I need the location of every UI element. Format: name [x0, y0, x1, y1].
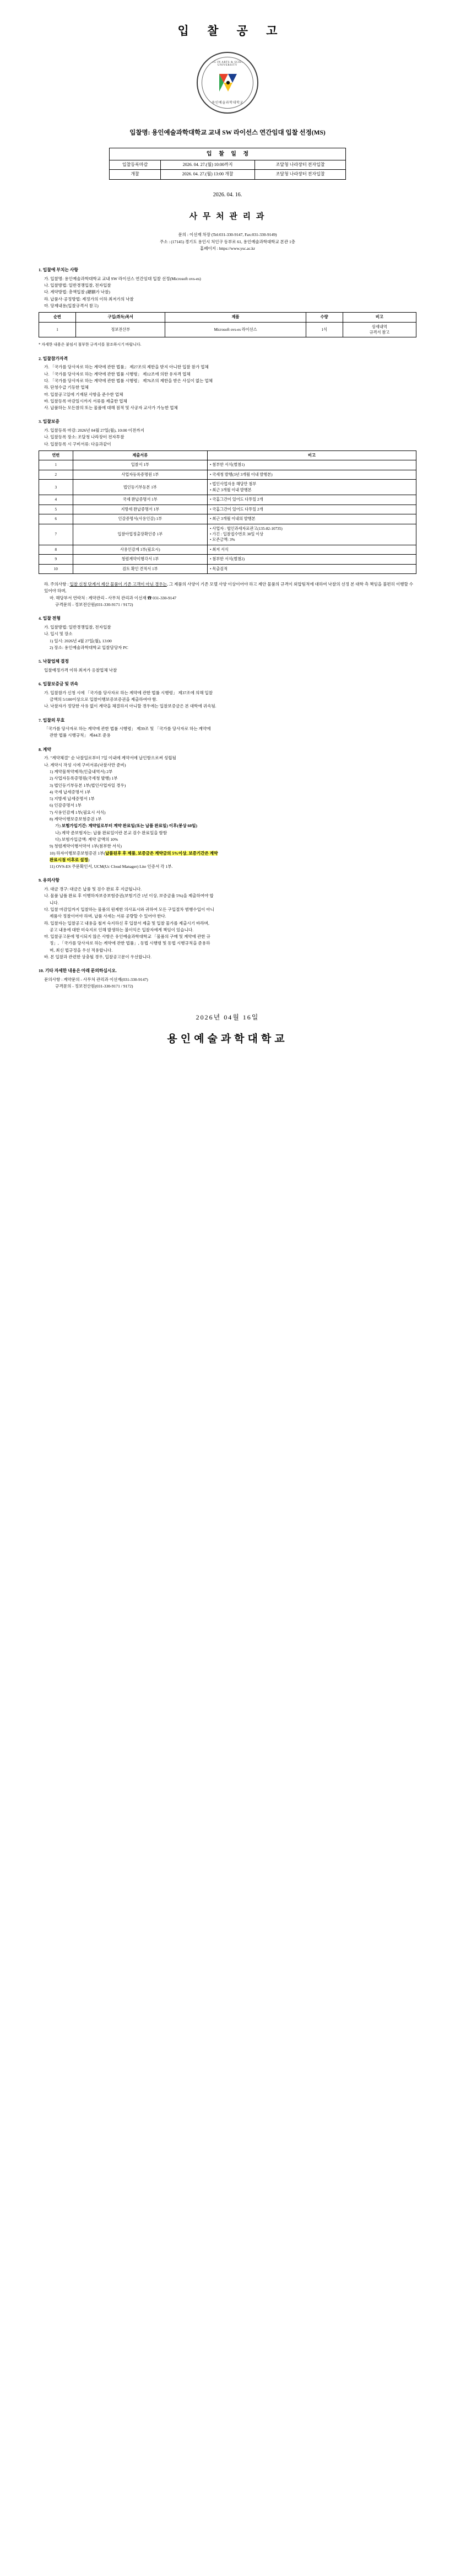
table-cell: • 국홈그간이 있어도 다투일 2개 — [207, 495, 416, 505]
section-line: 규격문의 - 정보전산원(031-330-9171 / 9172) — [55, 984, 133, 989]
table-cell: 청렴계약이행각서 1부 — [73, 555, 207, 564]
table-cell: 1 — [39, 322, 76, 337]
table-cell: 국세 완납증명서 1부 — [73, 495, 207, 505]
table-header-row — [39, 451, 416, 460]
section-line: 11) OVS-ES 주문확인서, UCM(Uc Cloud Manager) Lite 인증서 각 1부. — [50, 864, 173, 870]
schedule-place: 조달청 나라장터 전자입찰 — [255, 170, 346, 179]
schedule-table-wrap — [39, 148, 416, 180]
emblem-top-text: YONG IN ARTS & SCIENCE UNIVERSITY — [207, 61, 248, 67]
section-line: 가. 입찰참가 신청 시에 「국가를 당사자로 하는 계약에 관한 법률 시행령」 제37조에 의해 입찰 — [44, 690, 213, 695]
section-line: 나. 「국가를 당사자로 하는 계약에 관한 법률 시행령」 제12조에 의한 유자격 업체 — [44, 371, 191, 377]
column-header: 비고 — [207, 451, 416, 460]
section-line: 1) 계약물착약제작(인출내역서) 2부 — [50, 769, 113, 774]
table-cell: 입찰서 1부 — [73, 460, 207, 470]
emblem-inner-ring — [202, 57, 253, 109]
table-row — [39, 495, 416, 505]
page-title: 입 찰 공 고 — [177, 24, 285, 37]
table-cell: 9 — [39, 555, 73, 564]
section-line: 니다. — [50, 900, 59, 905]
table-row — [39, 505, 416, 514]
section-line: 관한 법률 시행규칙」 제44조 준용 — [50, 733, 111, 738]
section-line: 라. 납품사·공정방법: 제정가의 이하 최저가의 낙찰 — [44, 296, 134, 302]
section-heading: 7. 입찰의 무효 — [39, 717, 65, 723]
table-cell: 1식 — [306, 322, 343, 337]
section-line: 가. 입찰명: 용인예술과학대학교 교내 SW 라이선스 연간임대 입찰 선정(Microsoft ovs-es) — [44, 276, 201, 281]
section-line: 사. 납품하는 모든참의 또는 물품에 대해 점적 및 사공자 교사가 가능한 업체 — [44, 405, 178, 411]
footer-university: 용인예술과학대학교 — [167, 1033, 288, 1045]
table-cell: 지방세 완납증명서 1부 — [73, 505, 207, 514]
section-7 — [39, 717, 416, 739]
schedule-label: 입찰등록마감 — [110, 160, 161, 170]
section-line: 나. 입찰방법: 일반경쟁입찰, 전자입찰 — [44, 282, 111, 288]
table-cell: 입찰아업정출장확인증 1부 — [73, 524, 207, 545]
table-row — [39, 555, 416, 564]
footer-date: 2026년 04월 16일 — [196, 1013, 259, 1021]
section-0 — [39, 267, 416, 348]
section-heading: 6. 입찰보증금 및 귀속 — [39, 681, 78, 687]
section-heading: 3. 입찰보증 — [39, 419, 59, 425]
section-heading: 8. 계약 — [39, 747, 51, 752]
section-line: 라. 단청수급 기등한 업체 — [44, 385, 89, 390]
table-cell: • 목출검적 — [207, 564, 416, 573]
section-line: 6) 인감증명서 1부 — [50, 803, 82, 808]
section-line: 나. 입시 및 장소 — [44, 631, 73, 637]
table-cell: 상세내역 규격서 참고 — [343, 322, 416, 337]
table-cell: 5 — [39, 505, 73, 514]
section-line: 다. 입찰 마감일까지 입찰하는 물품의 원제한 의사표시와 귀하여 모든 구입절차 범행수입이 아니 — [44, 906, 214, 912]
bid-date: 2026. 04. 16. — [213, 191, 242, 198]
section-10 — [39, 968, 416, 990]
section-1 — [39, 356, 416, 412]
section-6 — [39, 681, 416, 710]
table-cell: 정보전산부 — [76, 322, 165, 337]
section-line: 가. 입찰등록 마감: 2026년 04월 27일(월), 10:00 이전까지 — [44, 428, 144, 433]
bid-subject: 입찰명: 용인예술과학대학교 교내 SW 라이선스 연간임대 입찰 선정(MS) — [129, 130, 326, 136]
section-heading: 10. 기타 자세한 내용은 아래 문의하십시오. — [39, 968, 117, 974]
table-cell: • 첨부한 서식(별첨2) — [207, 555, 416, 564]
table-cell: 1 — [39, 460, 73, 470]
section-2 — [39, 418, 416, 574]
table-cell: 10 — [39, 564, 73, 573]
emblem-outer-ring — [197, 52, 258, 114]
section-8 — [39, 747, 416, 871]
items-table — [39, 312, 416, 337]
table-cell: • 법인사업자용 해당만 첨부 • 최근 3개월 이내 발행본 — [207, 480, 416, 495]
section-line: 나. 낙찰자가 정당한 사유 없이 계약을 체결하지 아니할 경우에는 입찰보증금은 본 대학에 귀속됨. — [44, 704, 216, 709]
section-line: 문의사항 : 계약문의 - 사무처 관리과 이선재(031-330-9147) — [44, 976, 148, 982]
section-line: 라. 주의사항 : 입찰 신청 단계서 제산 물품이 기존 고객이 아닌 경우는, 그 제품의 사양이 기존 모델 사양 이상이어야 하고 제안 물품의 규격이 외압팀적에 대하여 낙찰의 선정 본 대학 측 책임을 불편히 이행할 수 있어야 하며, — [44, 582, 414, 594]
column-header: 구입(취득)목서 — [76, 313, 165, 322]
table-cell: • 국홈그간이 있어도 다투일 2개 — [207, 505, 416, 514]
table-row — [39, 524, 416, 545]
schedule-row — [110, 160, 346, 170]
section-line: 나. 입찰등록 장소: 조달청 나라장터 전자투찰 — [44, 434, 124, 440]
section-line: 8) 계약이행보증보험증권 1부 — [50, 817, 102, 822]
table-row — [39, 514, 416, 524]
section-line: 가) 보험가입기간: 계약일로부터 계약 완료일(또는 납품 완료일) 이후(봉상 60일) — [55, 823, 198, 829]
table-cell: • 사업자 : 협인과세자료관고(135-82-10735) • 가긴 : 입찰접수번호 30일 이상 • 모존금액: 3% — [207, 524, 416, 545]
contact-phone: 문의 : 이선재 차장 (Tel:031-330-9147, Fax:031-330-9149) — [178, 232, 277, 237]
section-line: 며, 최신 법규정을 우선 적용합니다. — [50, 947, 113, 953]
section-line: 나) 계약 준보험자는: 납품 완료일이란 본교 검수 완료일을 함함 — [55, 830, 167, 835]
schedule-header: 입 찰 일 정 — [110, 148, 346, 160]
table-cell: 6 — [39, 514, 73, 524]
section-line: 마. 입찰공고일에 기재된 사항을 준수한 업체 — [44, 391, 123, 397]
table-cell: 사업자등록증명원 1부 — [73, 470, 207, 479]
section-line: 제품사 정찰이어야 하며, 납품 사세는 서류 공량할 수 있어야 한다. — [50, 914, 166, 919]
table-row — [39, 480, 416, 495]
section-line: 3) 법인등기부등본 1부(법인사업자일 경우) — [50, 782, 126, 788]
section-line: 라. 입찰자는 입찰공고 내용을 철저 숙지하신 후 입찰서 제출 및 입찰 물가를 제출시기 바라며, — [44, 920, 209, 926]
section-heading: 2. 입찰참가자격 — [39, 356, 68, 361]
table-cell: • 최근 3개월 이내의 발행본 — [207, 514, 416, 524]
column-header: 수량 — [306, 313, 343, 322]
section-line: 공고 내용에 대한 미숙지로 인해 발생하는 불이익은 입찰자에게 책임이 있습니다. — [50, 927, 194, 932]
section-line: 정」, 「국가를 당사자로 하는 계약에 관한 법률」, 동법 시행령 및 동법 시행규칙을 준용하 — [50, 941, 210, 946]
section-9 — [39, 877, 416, 960]
schedule-datetime: 2026. 04. 27.(월) 13:00 개찰 — [161, 170, 255, 179]
emblem-bottom-text: 용인예술과학대학교 — [212, 101, 243, 105]
section-line: 가. 입찰방법: 일반경쟁입찰, 전자입찰 — [44, 624, 111, 630]
section-line: 금액의 5/100이상으로 입찰이행보증보증권을 제출하여야 함. — [50, 696, 158, 702]
table-cell: • 최저 서식 — [207, 545, 416, 554]
table-cell: 사용인감계 1부(필요시) — [73, 545, 207, 554]
schedule-label: 개찰 — [110, 170, 161, 179]
sections-container — [39, 267, 416, 990]
table-row — [39, 470, 416, 479]
column-header: 연번 — [39, 451, 73, 460]
table-row — [39, 460, 416, 470]
section-line: 마. 입찰공고문에 명시되지 않은 사항은 유인예술과학대학교 「물품의 구매 및 계약에 관한 규 — [44, 934, 210, 940]
university-emblem — [39, 52, 416, 114]
section-line: 다. 입찰등록 시 구비서류: 다음과같이 — [44, 441, 111, 447]
section-line: 1) 일시: 2026년 4월 27일(월), 13:00 — [50, 638, 112, 643]
section-line: 규격문의 - 정보전산원(031-330-9171 / 9172) — [55, 602, 133, 608]
table-row — [39, 545, 416, 554]
table-cell: • 국세청 발행(3년 3개월 이내 발행본) — [207, 470, 416, 479]
section-line: 10) 하자이행보증보험증권 1부(납품된후 후 제품, 보증금은 계약금의 5%이상, 보증기간은 계약 완료시점 이후로 설정) — [50, 850, 218, 862]
table-row — [39, 564, 416, 573]
section-footnote: * 자세한 내용은 붙임서 첨부한 규격서를 참조하시기 바랍니다. — [39, 342, 142, 347]
table-cell: Microsoft ovs-es 라이선스 — [165, 322, 306, 337]
schedule-datetime: 2026. 04. 27.(월) 10:00까지 — [161, 160, 255, 170]
section-5 — [39, 658, 416, 674]
section-line: 2) 사업자등록증명원(국세청 발행) 1부 — [50, 776, 118, 781]
contact-address: 주소 : (17145) 경기도 용인시 처인구 동부로 61, 용인예술과학대학교 본관 1층 — [159, 239, 296, 244]
table-cell: 법인등기부등본 1부 — [73, 480, 207, 495]
table-cell: • 첨부한 서식(별첨1) — [207, 460, 416, 470]
table-cell: 4 — [39, 495, 73, 505]
table-cell: 인감증명서(사용인감) 1부 — [73, 514, 207, 524]
section-line: 입찰예정가격 이하 최저가 응찰업체 낙찰 — [44, 667, 117, 673]
section-line: 「국가를 당사자로 하는 계약에 관한 법률 시행령」 제39조 및 「국가를 당사자로 하는 계약에 — [44, 726, 211, 732]
section-line: 마. 당제내용(입찰규격서 참고) — [44, 303, 99, 308]
section-line: 9) 청렴계약이행서약서 1부(첨부한 서식) — [50, 844, 122, 849]
department-name: 사 무 처 관 리 과 — [189, 212, 266, 221]
schedule-table — [109, 148, 346, 180]
section-line: 7) 사용인감계 1부(필요시 서식) — [50, 809, 106, 815]
section-line: 다. 계약방법: 총액입찰 (總額가 낙찰) — [44, 289, 110, 295]
section-line: 다. 「국가를 당사자로 하는 계약에 관한 법률 시행령」 제76조의 제한을 받은 사실이 없는 업체 — [44, 378, 213, 383]
table-cell: 3 — [39, 480, 73, 495]
table-cell: 검토 확인 견적서 1부 — [73, 564, 207, 573]
section-line: 가. 대금 경구: 대금은 납품 및 검수 완료 후 지급됩니다. — [44, 887, 142, 892]
section-line: 나. 계약시 작성 시에 구비서류(낙찰사만 준비) — [44, 762, 126, 768]
section-line: 다) 보험가입금액: 계약 금액의 10% — [55, 836, 118, 842]
section-3 — [39, 581, 416, 608]
column-header: 순번 — [39, 313, 76, 322]
table-cell: 7 — [39, 524, 73, 545]
column-header: 비고 — [343, 313, 416, 322]
contact-block — [39, 232, 416, 253]
section-4 — [39, 615, 416, 651]
table-cell: 8 — [39, 545, 73, 554]
emblem-logo-icon — [217, 72, 239, 94]
schedule-place: 조달청 나라장터 전자입찰 — [255, 160, 346, 170]
column-header: 제품 — [165, 313, 306, 322]
section-line: 마. 해당부서 연락처 : 계약관리 - 사무처 관리과 이선재 ☎ 031-330-9147 — [50, 595, 177, 600]
column-header: 제출서류 — [73, 451, 207, 460]
section-heading: 9. 유의사항 — [39, 878, 59, 883]
table-cell: 2 — [39, 470, 73, 479]
section-line: 가. 「국가를 당사자로 하는 계약에 관한 법률」 제27조의 제한을 받지 아니한 입찰 참가 업체 — [44, 364, 209, 370]
document-page — [0, 0, 455, 1073]
items-table — [39, 450, 416, 574]
section-line: 바. 본 입찰과 관련한 상충될 경우, 입찰공고문이 우선합니다. — [44, 954, 152, 960]
section-line: 바. 입찰등록 마감일시까지 서류를 제출한 업체 — [44, 398, 127, 404]
section-line: 나. 물품 납품 완료 후 이행하자보증보험증권(보험기간 1년 이상, 보증금율 5%)을 제출하여야 합 — [44, 893, 214, 899]
section-heading: 1. 입찰에 부치는 사항 — [39, 267, 78, 273]
schedule-row — [110, 170, 346, 179]
section-line: 가. "계약체결" 순 낙찰일로부터 7일 이내에 계약서에 날인함으로써 성립됨 — [44, 755, 176, 761]
table-row — [39, 322, 416, 337]
section-heading: 4. 입찰 전형 — [39, 616, 61, 621]
section-heading: 5. 낙찰업체 결정 — [39, 659, 69, 664]
contact-homepage: 홈페이지 : https://www.ysc.ac.kr — [200, 246, 255, 251]
table-header-row — [39, 313, 416, 322]
section-line: 4) 국세 납세증명서 1부 — [50, 789, 91, 795]
section-line: 5) 지방세 납세증명서 1부 — [50, 796, 95, 802]
section-line: 2) 장소: 용인예술과학대학교 입찰담당자 PC — [50, 645, 128, 650]
